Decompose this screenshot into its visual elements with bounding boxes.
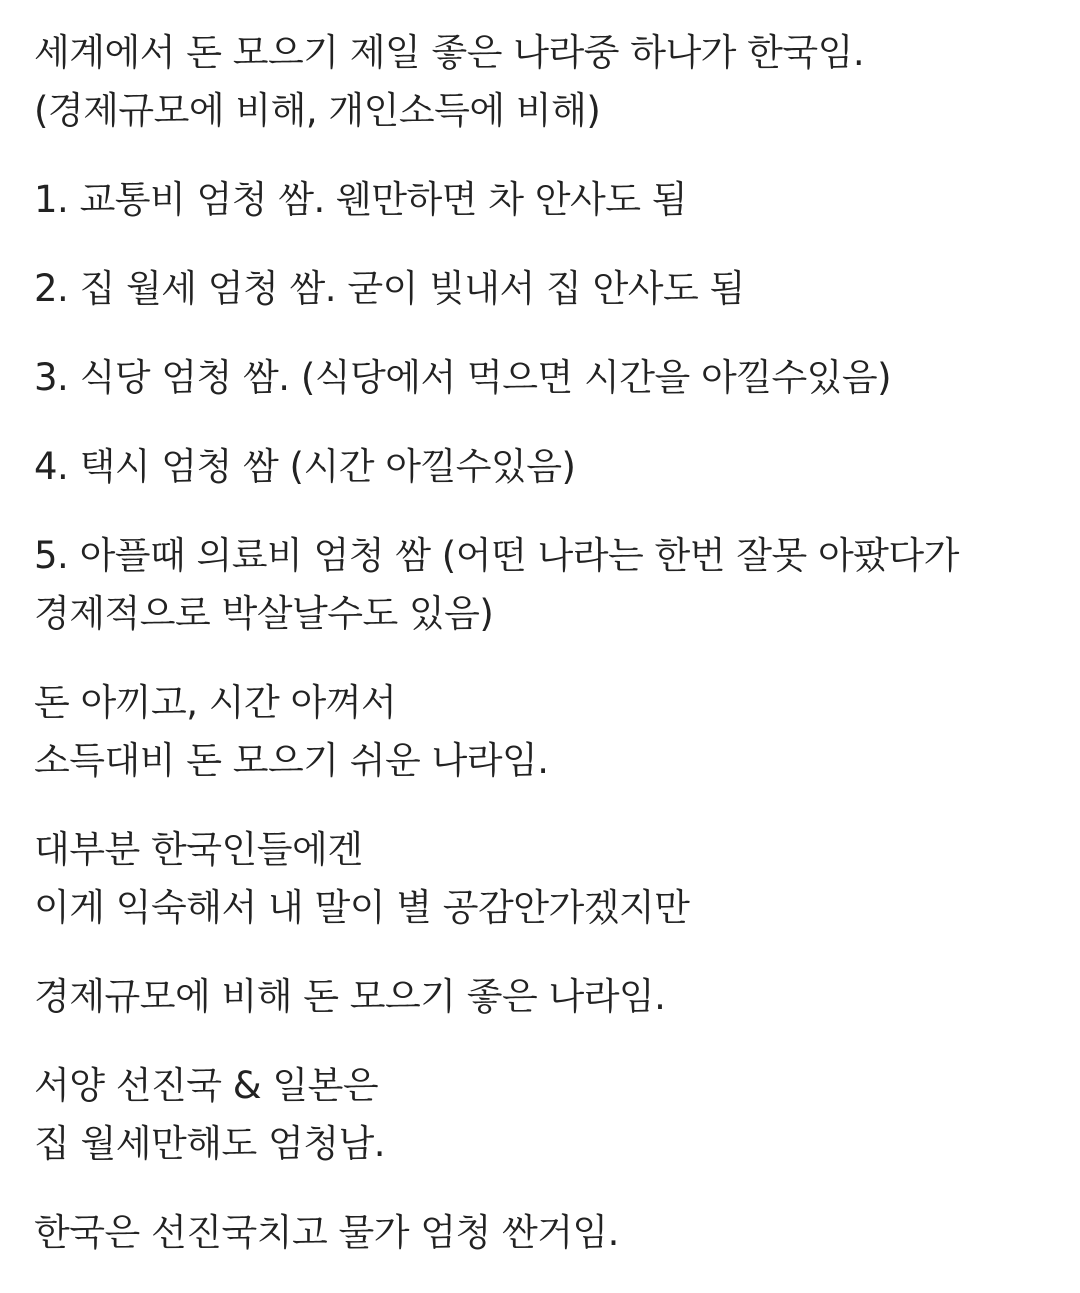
post-body (34, 24, 1064, 1293)
list-item-taxi (34, 438, 1064, 496)
text-line: 4. 택시 엄청 쌈 (시간 아낄수있음) (34, 445, 576, 488)
list-item-transport (34, 171, 1064, 229)
paragraph-economy (34, 968, 1064, 1026)
text-line: 경제적으로 박살날수도 있음) (34, 592, 494, 635)
paragraph-west-japan (34, 1057, 1064, 1173)
paragraph-saving (34, 674, 1064, 790)
paragraph-familiar (34, 821, 1064, 937)
text-line: 3. 식당 엄청 쌈. (식당에서 먹으면 시간을 아낄수있음) (34, 356, 892, 399)
text-line: 2. 집 월세 엄청 쌈. 굳이 빚내서 집 안사도 됨 (34, 267, 745, 310)
paragraph-conclusion (34, 1204, 1064, 1262)
text-line: 집 월세만해도 엄청남. (34, 1122, 385, 1165)
text-line: 소득대비 돈 모으기 쉬운 나라임. (34, 739, 549, 782)
text-line: 한국은 선진국치고 물가 엄청 싼거임. (34, 1211, 619, 1254)
paragraph-intro (34, 24, 1064, 140)
list-item-medical (34, 527, 1064, 643)
text-line: 서양 선진국 & 일본은 (34, 1064, 379, 1107)
list-item-rent (34, 260, 1064, 318)
text-line: 대부분 한국인들에겐 (34, 828, 363, 871)
text-line: 경제규모에 비해 돈 모으기 좋은 나라임. (34, 975, 666, 1018)
list-item-restaurant (34, 349, 1064, 407)
text-line: 5. 아플때 의료비 엄청 쌈 (어떤 나라는 한번 잘못 아팠다가 (34, 534, 959, 577)
text-line: 1. 교통비 엄청 쌈. 웬만하면 차 안사도 됨 (34, 178, 688, 221)
text-line: (경제규모에 비해, 개인소득에 비해) (34, 89, 601, 132)
text-line: 이게 익숙해서 내 말이 별 공감안가겠지만 (34, 886, 690, 929)
text-line: 돈 아끼고, 시간 아껴서 (34, 681, 397, 724)
text-line: 세계에서 돈 모으기 제일 좋은 나라중 하나가 한국임. (34, 31, 865, 74)
